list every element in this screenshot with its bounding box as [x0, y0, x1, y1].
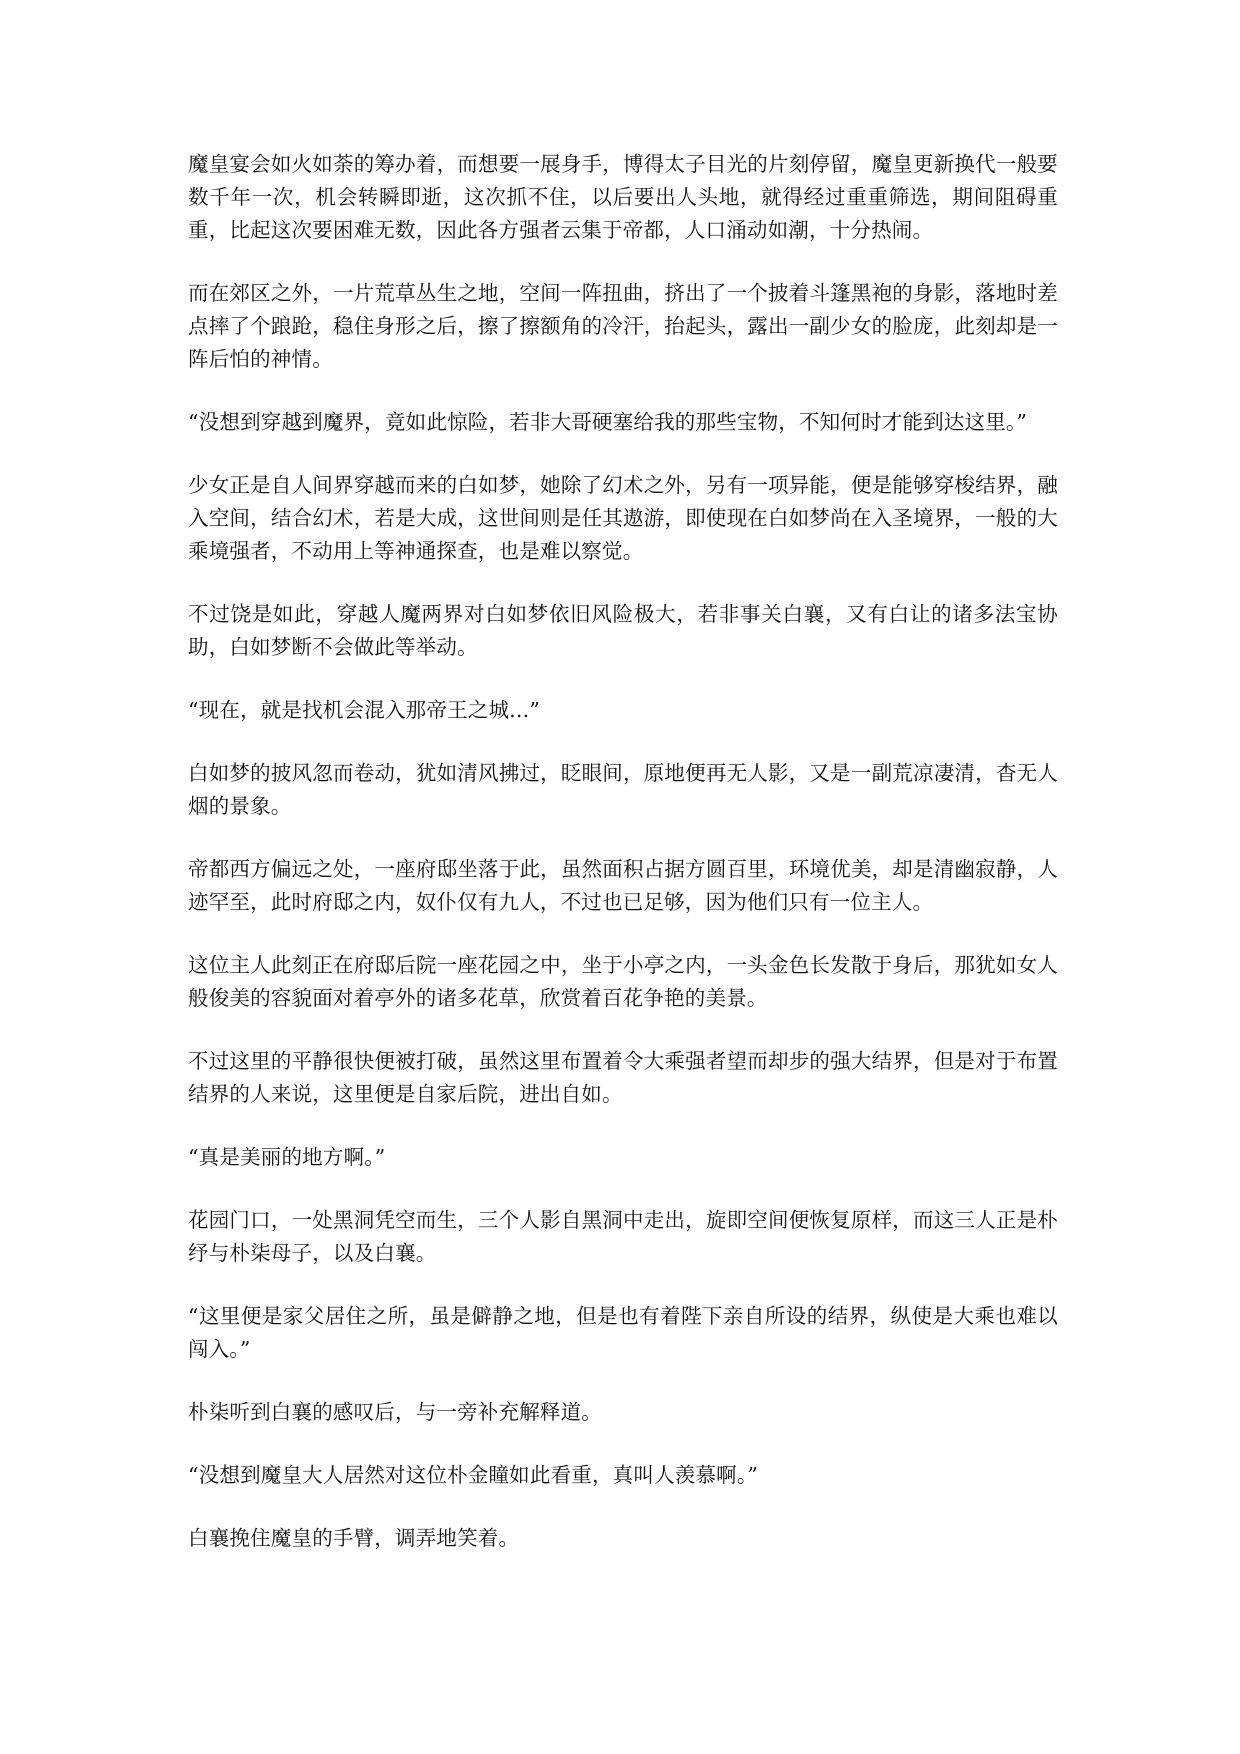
paragraph-12: 花园门口，一处黑洞凭空而生，三个人影自黑洞中走出，旋即空间便恢复原样，而这三人正是朴纾与朴柒母子，以及白襄。 [188, 1208, 1058, 1265]
paragraph-14: 朴柒听到白襄的感叹后，与一旁补充解释道。 [188, 1400, 602, 1424]
paragraph-2: 而在郊区之外，一片荒草丛生之地，空间一阵扭曲，挤出了一个披着斗篷黑袍的身影，落地时差点摔了个踉跄，稳住身形之后，擦了擦额角的冷汗，抬起头，露出一副少女的脸庞，此刻却是一阵后怕的神情。 [188, 281, 1058, 371]
paragraph-15: “没想到魔皇大人居然对这位朴金瞳如此看重，真叫人羡慕啊。” [188, 1463, 759, 1487]
document-body [188, 148, 1058, 1585]
paragraph-16: 白襄挽住魔皇的手臂，调弄地笑着。 [188, 1526, 520, 1550]
paragraph-8: 帝都西方偏远之处，一座府邸坐落于此，虽然面积占据方圆百里，环境优美，却是清幽寂静，人迹罕至，此时府邸之内，奴仆仅有九人，不过也已足够，因为他们只有一位主人。 [188, 857, 1058, 914]
paragraph-3: “没想到穿越到魔界，竟如此惊险，若非大哥硬塞给我的那些宝物，不知何时才能到达这里。” [188, 410, 1028, 434]
paragraph-11: “真是美丽的地方啊。” [188, 1145, 386, 1169]
paragraph-5: 不过饶是如此，穿越人魔两界对白如梦依旧风险极大，若非事关白襄，又有白让的诸多法宝协助，白如梦断不会做此等举动。 [188, 602, 1058, 659]
paragraph-10: 不过这里的平静很快便被打破，虽然这里布置着令大乘强者望而却步的强大结界，但是对于布置结界的人来说，这里便是自家后院，进出自如。 [188, 1049, 1058, 1106]
paragraph-13: “这里便是家父居住之所，虽是僻静之地，但是也有着陛下亲自所设的结界，纵使是大乘也难以闯入。” [188, 1304, 1058, 1361]
paragraph-4: 少女正是自人间界穿越而来的白如梦，她除了幻术之外，另有一项异能，便是能够穿梭结界，融入空间，结合幻术，若是大成，这世间则是任其遨游，即使现在白如梦尚在入圣境界，一般的大乘境强者，不动用上等神通探查，也是难以察觉。 [188, 473, 1058, 563]
paragraph-6: “现在，就是找机会混入那帝王之城...” [188, 698, 541, 722]
paragraph-7: 白如梦的披风忽而卷动，犹如清风拂过，眨眼间，原地便再无人影，又是一副荒凉凄清，杳无人烟的景象。 [188, 761, 1058, 818]
paragraph-9: 这位主人此刻正在府邸后院一座花园之中，坐于小亭之内，一头金色长发散于身后，那犹如女人般俊美的容貌面对着亭外的诸多花草，欣赏着百花争艳的美景。 [188, 953, 1058, 1010]
paragraph-1: 魔皇宴会如火如荼的筹办着，而想要一展身手，博得太子目光的片刻停留，魔皇更新换代一般要数千年一次，机会转瞬即逝，这次抓不住，以后要出人头地，就得经过重重筛选，期间阻碍重重，比起这次要困难无数，因此各方强者云集于帝都，人口涌动如潮，十分热闹。 [188, 152, 1058, 242]
